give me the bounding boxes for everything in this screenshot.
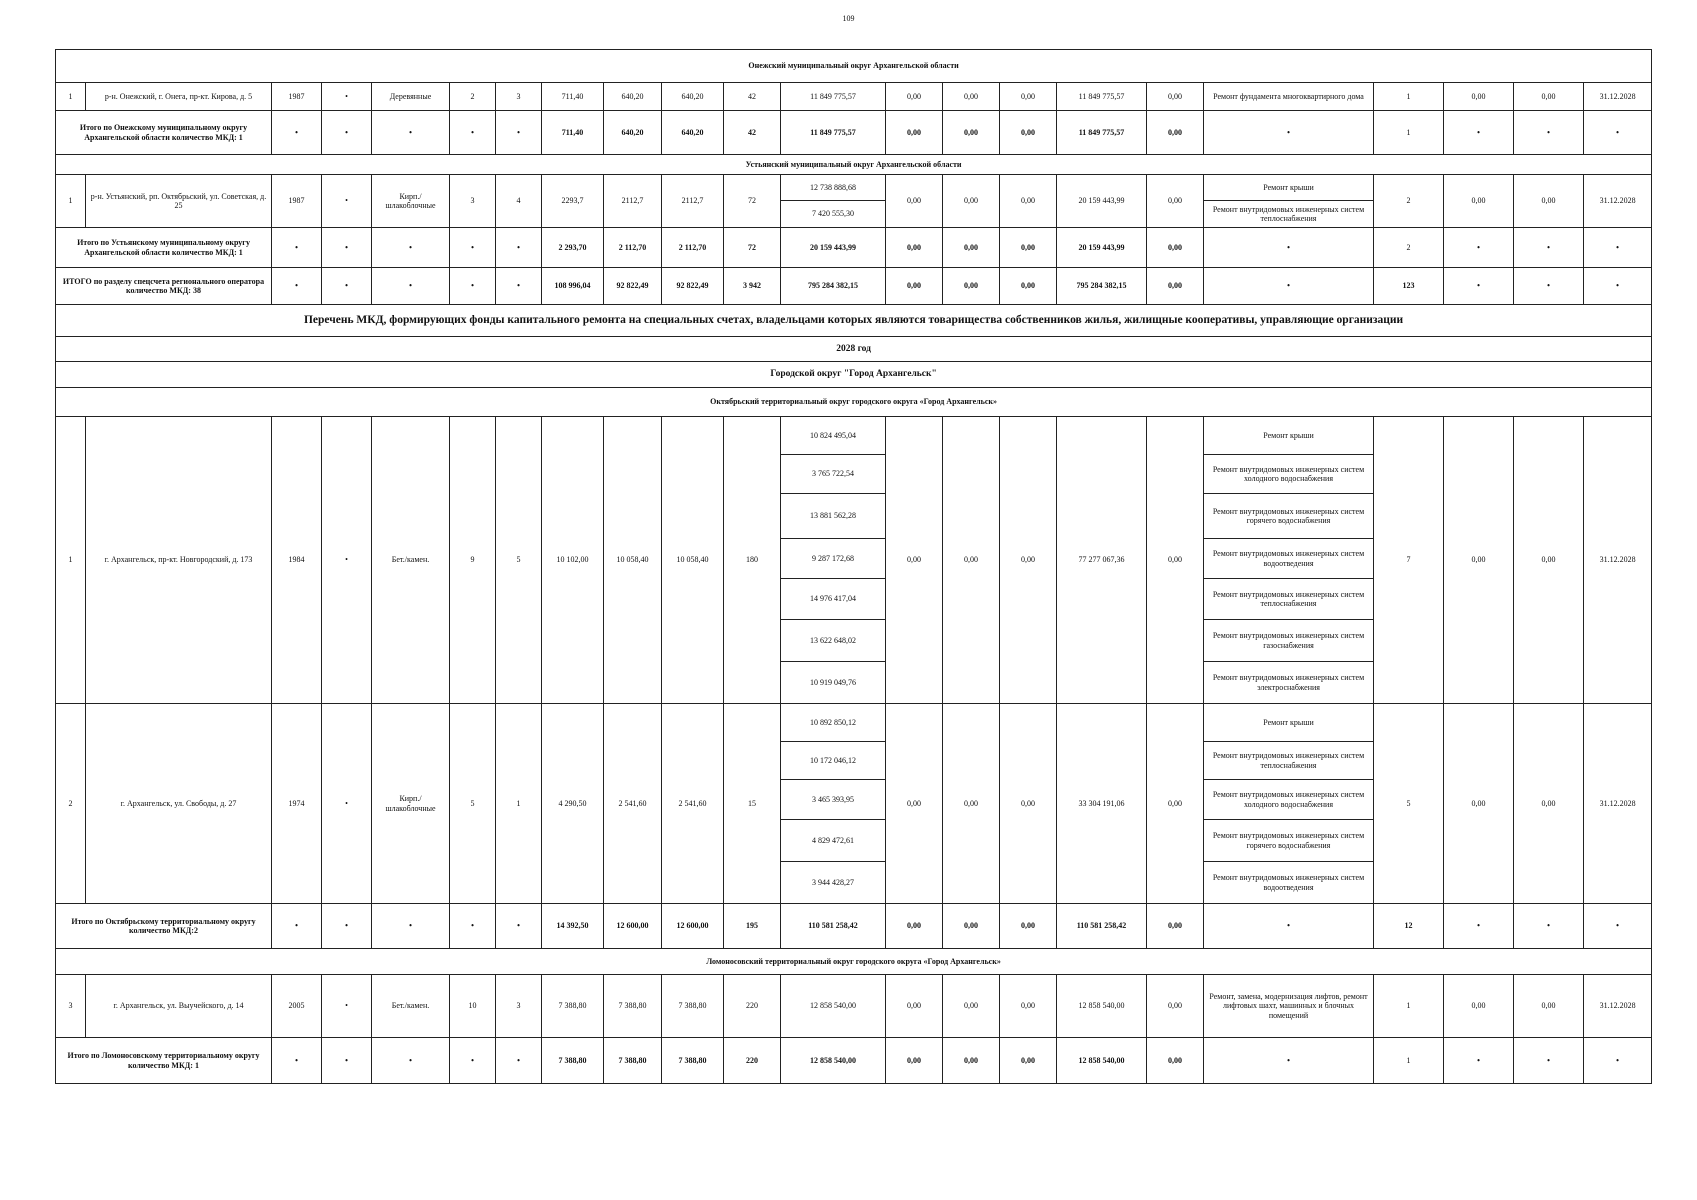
floors: 2 [450, 83, 496, 111]
zero: 0,00 [943, 704, 1000, 904]
cost: 10 892 850,12 [781, 704, 886, 742]
area-a: 92 822,49 [604, 268, 662, 305]
cost: 12 858 540,00 [781, 1038, 886, 1084]
dash: • [1584, 268, 1652, 305]
city-header: Городской округ "Город Архангельск" [56, 362, 1652, 388]
area-total: 711,40 [542, 111, 604, 155]
section-header [56, 305, 1652, 337]
area-total: 2293,7 [542, 175, 604, 228]
area-b: 640,20 [662, 111, 724, 155]
zero: 0,00 [943, 417, 1000, 704]
residents: 3 942 [724, 268, 781, 305]
dash: • [372, 904, 450, 949]
area-total: 10 102,00 [542, 417, 604, 704]
dash: • [496, 111, 542, 155]
dash: • [322, 704, 372, 904]
cost: 14 976 417,04 [781, 579, 886, 620]
zero: 0,00 [1000, 175, 1057, 228]
dash: • [1584, 111, 1652, 155]
section-header [56, 50, 1652, 83]
dash: • [1444, 111, 1514, 155]
zero: 0,00 [1000, 704, 1057, 904]
cost: 11 849 775,57 [781, 83, 886, 111]
zero: 0,00 [1147, 704, 1204, 904]
dash: • [450, 111, 496, 155]
zero: 0,00 [886, 111, 943, 155]
cost: 20 159 443,99 [781, 228, 886, 268]
residents: 180 [724, 417, 781, 704]
material: Деревянные [372, 83, 450, 111]
dash: • [1514, 1038, 1584, 1084]
zero: 0,00 [1147, 268, 1204, 305]
entrances: 4 [496, 175, 542, 228]
cost: 12 738 888,68 [781, 175, 886, 201]
zero: 0,00 [886, 904, 943, 949]
dash: • [272, 268, 322, 305]
area-total: 4 290,50 [542, 704, 604, 904]
area-a: 2 541,60 [604, 704, 662, 904]
zero: 0,00 [1514, 175, 1584, 228]
section-lom: Ломоносовский территориальный округ городского округа «Город Архангельск» [56, 949, 1652, 975]
zero: 0,00 [1147, 975, 1204, 1038]
dash: • [1514, 111, 1584, 155]
dash: • [1444, 1038, 1514, 1084]
material: Кирп./ шлакоблочные [372, 175, 450, 228]
subtotal-label: Итого по Ломоносовскому территориальному округу количество МКД: 1 [56, 1038, 272, 1084]
total-label: ИТОГО по разделу спецсчета регионального оператора количество МКД: 38 [56, 268, 272, 305]
deadline: 31.12.2028 [1584, 704, 1652, 904]
dash: • [1204, 904, 1374, 949]
year: 2005 [272, 975, 322, 1038]
dash: • [1584, 904, 1652, 949]
total: 12 858 540,00 [1057, 1038, 1147, 1084]
dash: • [1204, 268, 1374, 305]
dash: • [322, 904, 372, 949]
list-title: Перечень МКД, формирующих фонды капитального ремонта на специальных счетах, владельцами которых являются товарищества собственников жилья, жилищные кооперативы, управляющие организации [56, 305, 1652, 337]
zero: 0,00 [1444, 83, 1514, 111]
zero: 0,00 [1147, 1038, 1204, 1084]
material: Кирп./ шлакоблочные [372, 704, 450, 904]
dash: • [322, 417, 372, 704]
zero: 0,00 [1000, 268, 1057, 305]
dash: • [1514, 228, 1584, 268]
entrances: 3 [496, 975, 542, 1038]
area-a: 7 388,80 [604, 975, 662, 1038]
deadline: 31.12.2028 [1584, 417, 1652, 704]
section-header [56, 337, 1652, 362]
work-type: Ремонт внутридомовых инженерных систем горячего водоснабжения [1204, 820, 1374, 862]
zero: 0,00 [1147, 83, 1204, 111]
residents: 220 [724, 975, 781, 1038]
dash: • [1584, 228, 1652, 268]
cost: 9 287 172,68 [781, 539, 886, 579]
dash: • [496, 228, 542, 268]
work-type: Ремонт внутридомовых инженерных систем холодного водоснабжения [1204, 780, 1374, 820]
year-header: 2028 год [56, 337, 1652, 362]
section-header [56, 949, 1652, 975]
entrances: 5 [496, 417, 542, 704]
work-type: Ремонт крыши [1204, 704, 1374, 742]
dash: • [322, 228, 372, 268]
area-a: 640,20 [604, 83, 662, 111]
row-number: 1 [56, 417, 86, 704]
dash: • [1204, 228, 1374, 268]
zero: 0,00 [886, 417, 943, 704]
zero: 0,00 [1000, 904, 1057, 949]
subtotal-label: Итого по Устьянскому муниципальному округу Архангельской области количество МКД: 1 [56, 228, 272, 268]
area-b: 92 822,49 [662, 268, 724, 305]
cost: 11 849 775,57 [781, 111, 886, 155]
zero: 0,00 [1000, 228, 1057, 268]
qty: 2 [1374, 228, 1444, 268]
area-a: 7 388,80 [604, 1038, 662, 1084]
section-header [56, 388, 1652, 417]
year: 1984 [272, 417, 322, 704]
cost: 12 858 540,00 [781, 975, 886, 1038]
zero: 0,00 [1147, 228, 1204, 268]
address: р-н. Устьянский, рп. Октябрьский, ул. Советская, д. 25 [86, 175, 272, 228]
zero: 0,00 [1000, 111, 1057, 155]
cost: 7 420 555,30 [781, 201, 886, 228]
zero: 0,00 [943, 83, 1000, 111]
area-a: 2 112,70 [604, 228, 662, 268]
area-a: 12 600,00 [604, 904, 662, 949]
zero: 0,00 [1000, 83, 1057, 111]
address: р-н. Онежский, г. Онега, пр-кт. Кирова, д. 5 [86, 83, 272, 111]
area-total: 14 392,50 [542, 904, 604, 949]
year: 1974 [272, 704, 322, 904]
cost: 3 765 722,54 [781, 455, 886, 494]
dash: • [322, 175, 372, 228]
dash: • [496, 904, 542, 949]
cost: 13 622 648,02 [781, 620, 886, 662]
address: г. Архангельск, пр-кт. Новгородский, д. 173 [86, 417, 272, 704]
dash: • [1204, 1038, 1374, 1084]
work-type: Ремонт крыши [1204, 417, 1374, 455]
dash: • [322, 268, 372, 305]
dash: • [450, 228, 496, 268]
zero: 0,00 [886, 704, 943, 904]
residents: 72 [724, 175, 781, 228]
row-number: 2 [56, 704, 86, 904]
area-b: 2112,7 [662, 175, 724, 228]
subtotal-row [56, 111, 1652, 155]
dash: • [272, 111, 322, 155]
table-row [56, 704, 1652, 742]
cost: 3 465 393,95 [781, 780, 886, 820]
work-type: Ремонт внутридомовых инженерных систем водоотведения [1204, 539, 1374, 579]
dash: • [372, 228, 450, 268]
table-row [56, 83, 1652, 111]
work-type: Ремонт фундамента многоквартирного дома [1204, 83, 1374, 111]
qty: 1 [1374, 975, 1444, 1038]
area-b: 2 112,70 [662, 228, 724, 268]
zero: 0,00 [886, 268, 943, 305]
zero: 0,00 [1514, 417, 1584, 704]
residents: 42 [724, 111, 781, 155]
table-row [56, 975, 1652, 1038]
deadline: 31.12.2028 [1584, 83, 1652, 111]
dash: • [1444, 228, 1514, 268]
total: 11 849 775,57 [1057, 83, 1147, 111]
address: г. Архангельск, ул. Свободы, д. 27 [86, 704, 272, 904]
floors: 9 [450, 417, 496, 704]
zero: 0,00 [943, 1038, 1000, 1084]
dash: • [322, 111, 372, 155]
area-b: 2 541,60 [662, 704, 724, 904]
total: 20 159 443,99 [1057, 175, 1147, 228]
zero: 0,00 [1444, 704, 1514, 904]
row-number: 1 [56, 175, 86, 228]
cost: 795 284 382,15 [781, 268, 886, 305]
zero: 0,00 [943, 904, 1000, 949]
zero: 0,00 [1147, 904, 1204, 949]
subtotal-row [56, 1038, 1652, 1084]
zero: 0,00 [943, 268, 1000, 305]
zero: 0,00 [1444, 975, 1514, 1038]
work-type: Ремонт внутридомовых инженерных систем газоснабжения [1204, 620, 1374, 662]
area-a: 2112,7 [604, 175, 662, 228]
zero: 0,00 [886, 175, 943, 228]
row-number: 3 [56, 975, 86, 1038]
cost: 10 172 046,12 [781, 742, 886, 780]
work-type: Ремонт внутридомовых инженерных систем холодного водоснабжения [1204, 455, 1374, 494]
work-type: Ремонт крыши [1204, 175, 1374, 201]
total: 12 858 540,00 [1057, 975, 1147, 1038]
dash: • [272, 904, 322, 949]
zero: 0,00 [1514, 704, 1584, 904]
area-b: 640,20 [662, 83, 724, 111]
qty: 1 [1374, 111, 1444, 155]
area-total: 7 388,80 [542, 975, 604, 1038]
deadline: 31.12.2028 [1584, 975, 1652, 1038]
residents: 195 [724, 904, 781, 949]
area-a: 640,20 [604, 111, 662, 155]
zero: 0,00 [1000, 975, 1057, 1038]
work-type: Ремонт внутридомовых инженерных систем теплоснабжения [1204, 742, 1374, 780]
work-type: Ремонт внутридомовых инженерных систем электроснабжения [1204, 662, 1374, 704]
subtotal-row [56, 904, 1652, 949]
zero: 0,00 [1147, 111, 1204, 155]
dash: • [450, 1038, 496, 1084]
total: 11 849 775,57 [1057, 111, 1147, 155]
zero: 0,00 [943, 111, 1000, 155]
work-type: Ремонт внутридомовых инженерных систем теплоснабжения [1204, 201, 1374, 228]
entrances: 1 [496, 704, 542, 904]
dash: • [1584, 1038, 1652, 1084]
qty: 1 [1374, 83, 1444, 111]
dash: • [496, 268, 542, 305]
area-total: 7 388,80 [542, 1038, 604, 1084]
total: 110 581 258,42 [1057, 904, 1147, 949]
total-row [56, 268, 1652, 305]
dash: • [1514, 904, 1584, 949]
dash: • [1444, 904, 1514, 949]
zero: 0,00 [886, 83, 943, 111]
dash: • [322, 1038, 372, 1084]
zero: 0,00 [1444, 175, 1514, 228]
cost: 13 881 562,28 [781, 494, 886, 539]
qty: 5 [1374, 704, 1444, 904]
area-b: 7 388,80 [662, 1038, 724, 1084]
work-type: Ремонт, замена, модернизация лифтов, ремонт лифтовых шахт, машинных и блочных помещений [1204, 975, 1374, 1038]
section-ustya: Устьянский муниципальный округ Архангельской области [56, 155, 1652, 175]
total: 33 304 191,06 [1057, 704, 1147, 904]
total: 77 277 067,36 [1057, 417, 1147, 704]
work-type: Ремонт внутридомовых инженерных систем водоотведения [1204, 862, 1374, 904]
zero: 0,00 [943, 975, 1000, 1038]
dash: • [322, 83, 372, 111]
subtotal-label: Итого по Октябрьскому территориальному округу количество МКД:2 [56, 904, 272, 949]
zero: 0,00 [1147, 175, 1204, 228]
area-a: 10 058,40 [604, 417, 662, 704]
zero: 0,00 [1514, 83, 1584, 111]
dash: • [272, 228, 322, 268]
dash: • [372, 268, 450, 305]
residents: 72 [724, 228, 781, 268]
cost: 110 581 258,42 [781, 904, 886, 949]
zero: 0,00 [886, 228, 943, 268]
dash: • [322, 975, 372, 1038]
dash: • [1204, 111, 1374, 155]
area-b: 7 388,80 [662, 975, 724, 1038]
work-type: Ремонт внутридомовых инженерных систем теплоснабжения [1204, 579, 1374, 620]
subtotal-row [56, 228, 1652, 268]
zero: 0,00 [1000, 1038, 1057, 1084]
area-total: 2 293,70 [542, 228, 604, 268]
area-total: 108 996,04 [542, 268, 604, 305]
section-header [56, 155, 1652, 175]
deadline: 31.12.2028 [1584, 175, 1652, 228]
row-number: 1 [56, 83, 86, 111]
zero: 0,00 [1444, 417, 1514, 704]
capital-repair-table [55, 49, 1652, 1084]
year: 1987 [272, 175, 322, 228]
material: Бет./камен. [372, 975, 450, 1038]
residents: 42 [724, 83, 781, 111]
table-row [56, 417, 1652, 455]
qty: 7 [1374, 417, 1444, 704]
dash: • [372, 1038, 450, 1084]
floors: 10 [450, 975, 496, 1038]
subtotal-label: Итого по Онежскому муниципальному округу Архангельской области количество МКД: 1 [56, 111, 272, 155]
cost: 3 944 428,27 [781, 862, 886, 904]
area-total: 711,40 [542, 83, 604, 111]
cost: 10 824 495,04 [781, 417, 886, 455]
cost: 4 829 472,61 [781, 820, 886, 862]
zero: 0,00 [1514, 975, 1584, 1038]
year: 1987 [272, 83, 322, 111]
zero: 0,00 [943, 228, 1000, 268]
page-number: 109 [842, 14, 855, 23]
total: 20 159 443,99 [1057, 228, 1147, 268]
floors: 5 [450, 704, 496, 904]
table-row [56, 175, 1652, 201]
qty: 1 [1374, 1038, 1444, 1084]
area-b: 12 600,00 [662, 904, 724, 949]
section-okt: Октябрьский территориальный округ городского округа «Город Архангельск» [56, 388, 1652, 417]
section-onega: Онежский муниципальный округ Архангельской области [56, 50, 1652, 83]
zero: 0,00 [886, 1038, 943, 1084]
dash: • [450, 904, 496, 949]
material: Бет./камен. [372, 417, 450, 704]
dash: • [450, 268, 496, 305]
dash: • [1514, 268, 1584, 305]
qty: 123 [1374, 268, 1444, 305]
qty: 2 [1374, 175, 1444, 228]
dash: • [272, 1038, 322, 1084]
zero: 0,00 [1147, 417, 1204, 704]
address: г. Архангельск, ул. Выучейского, д. 14 [86, 975, 272, 1038]
total: 795 284 382,15 [1057, 268, 1147, 305]
zero: 0,00 [943, 175, 1000, 228]
work-type: Ремонт внутридомовых инженерных систем горячего водоснабжения [1204, 494, 1374, 539]
cost: 10 919 049,76 [781, 662, 886, 704]
area-b: 10 058,40 [662, 417, 724, 704]
section-header [56, 362, 1652, 388]
dash: • [496, 1038, 542, 1084]
zero: 0,00 [1000, 417, 1057, 704]
residents: 15 [724, 704, 781, 904]
dash: • [372, 111, 450, 155]
zero: 0,00 [886, 975, 943, 1038]
dash: • [1444, 268, 1514, 305]
entrances: 3 [496, 83, 542, 111]
floors: 3 [450, 175, 496, 228]
residents: 220 [724, 1038, 781, 1084]
qty: 12 [1374, 904, 1444, 949]
